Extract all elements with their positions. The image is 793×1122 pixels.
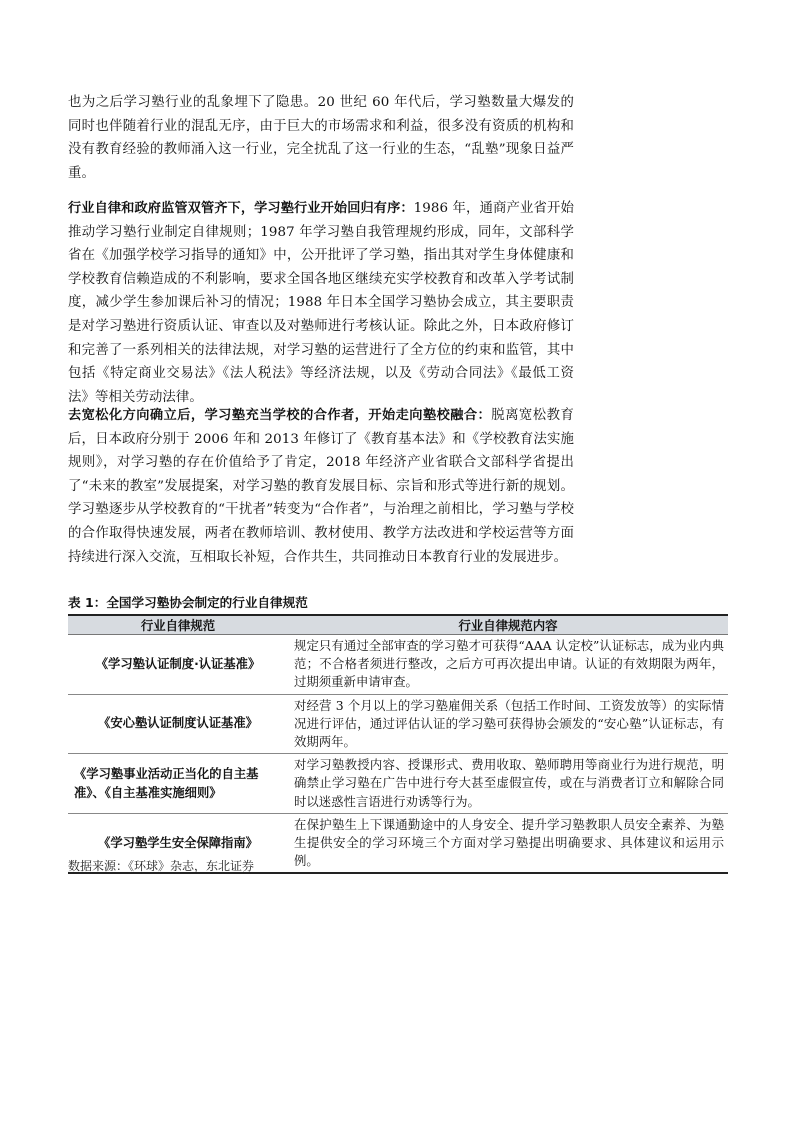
self-regulation-table — [68, 614, 728, 874]
table-header-row — [68, 615, 728, 635]
norm-name: 《学习塾学生安全保障指南》 — [98, 835, 258, 850]
table-row — [68, 754, 728, 814]
column-header-content: 行业自律规范内容 — [288, 615, 728, 635]
paragraph-lead: 去宽松化方向确立后，学习塾充当学校的合作者，开始走向塾校融合： — [68, 408, 492, 423]
paragraph-1 — [68, 91, 574, 185]
norm-name: 《学习塾认证制度·认证基准》 — [68, 635, 288, 695]
norm-name: 《安心塾认证制度认证基准》 — [68, 694, 288, 754]
table-row — [68, 635, 728, 695]
norm-content: 对学习塾教授内容、授课形式、费用收取、塾师聘用等商业行为进行规范，明确禁止学习塾在广告中进行夸大甚至虚假宣传，或在与消费者订立和解除合同时以迷惑性言语进行劝诱等行为。 — [288, 754, 728, 814]
table-row — [68, 694, 728, 754]
norm-content: 规定只有通过全部审查的学习塾才可获得“AAA 认定校”认证标志，成为业内典范；不合格者须进行整改，之后方可再次提出申请。认证的有效期限为两年，过期须重新申请审查。 — [288, 635, 728, 695]
paragraph-2 — [68, 197, 574, 409]
paragraph-3 — [68, 404, 574, 569]
paragraph-text: 脱离宽松教育后，日本政府分别于 2006 年和 2013 年修订了《教育基本法》和《学校教育法实施规则》，对学习塾的存在价值给予了肯定，2018 年经济产业省联合文部科学省提出了“未来的教室”发展提案，对学习塾的教育发展目标、宗旨和形式等进行新的规划。学习塾逐步从学校教育的“干扰者”转变为“合作者”，与治理之前相比，学习塾与学校的合作取得快速发展，两者在教师培训、教材使用、教学方法改进和学校运营等方面持续进行深入交流，互相取长补短，合作共生，共同推动日本教育行业的发展进步。 — [68, 408, 574, 565]
paragraph-text: 也为之后学习塾行业的乱象埋下了隐患。20 世纪 60 年代后，学习塾数量大爆发的同时也伴随着行业的混乱无序，由于巨大的市场需求和利益，很多没有资质的机构和没有教育经验的教师涌入这一行业，完全扰乱了这一行业的生态，“乱塾”现象日益严重。 — [68, 95, 574, 181]
norm-name: 《学习塾事业活动正当化的自主基准》、《自主基准实施细则》 — [68, 754, 288, 814]
paragraph-lead: 行业自律和政府监管双管齐下，学习塾行业开始回归有序： — [68, 201, 414, 216]
norm-content: 对经营 3 个月以上的学习塾雇佣关系（包括工作时间、工资发放等）的实际情况进行评估，通过评估认证的学习塾可获得协会颁发的“安心塾”认证标志，有效期两年。 — [288, 694, 728, 754]
data-source-note: 数据来源：《环球》杂志，东北证券 — [68, 859, 255, 873]
norm-content: 在保护塾生上下课通勤途中的人身安全、提升学习塾教职人员安全素养、为塾生提供安全的学习环境三个方面对学习塾提出明确要求、具体建议和运用示例。 — [294, 816, 724, 869]
paragraph-text: 1986 年，通商产业省开始推动学习塾行业制定自律规则；1987 年学习塾自我管理规约形成，同年，文部科学省在《加强学校学习指导的通知》中，公开批评了学习塾，指出其对学生身体健康和学校教育信赖造成的不利影响，要求全国各地区继续充实学校教育和改革入学考试制度，减少学生参加课后补习的情况；1988 年日本全国学习塾协会成立，其主要职责是对学习塾进行资质认证、审查以及对塾师进行考核认证。除此之外，日本政府修订和完善了一系列相关的法律法规，对学习塾的运营进行了全方位的约束和监管，其中包括《特定商业交易法》《法人税法》等经济法规，以及《劳动合同法》《最低工资法》等相关劳动法律。 — [68, 201, 574, 405]
table-caption: 表 1：全国学习塾协会制定的行业自律规范 — [68, 595, 308, 610]
column-header-norm: 行业自律规范 — [68, 615, 288, 635]
